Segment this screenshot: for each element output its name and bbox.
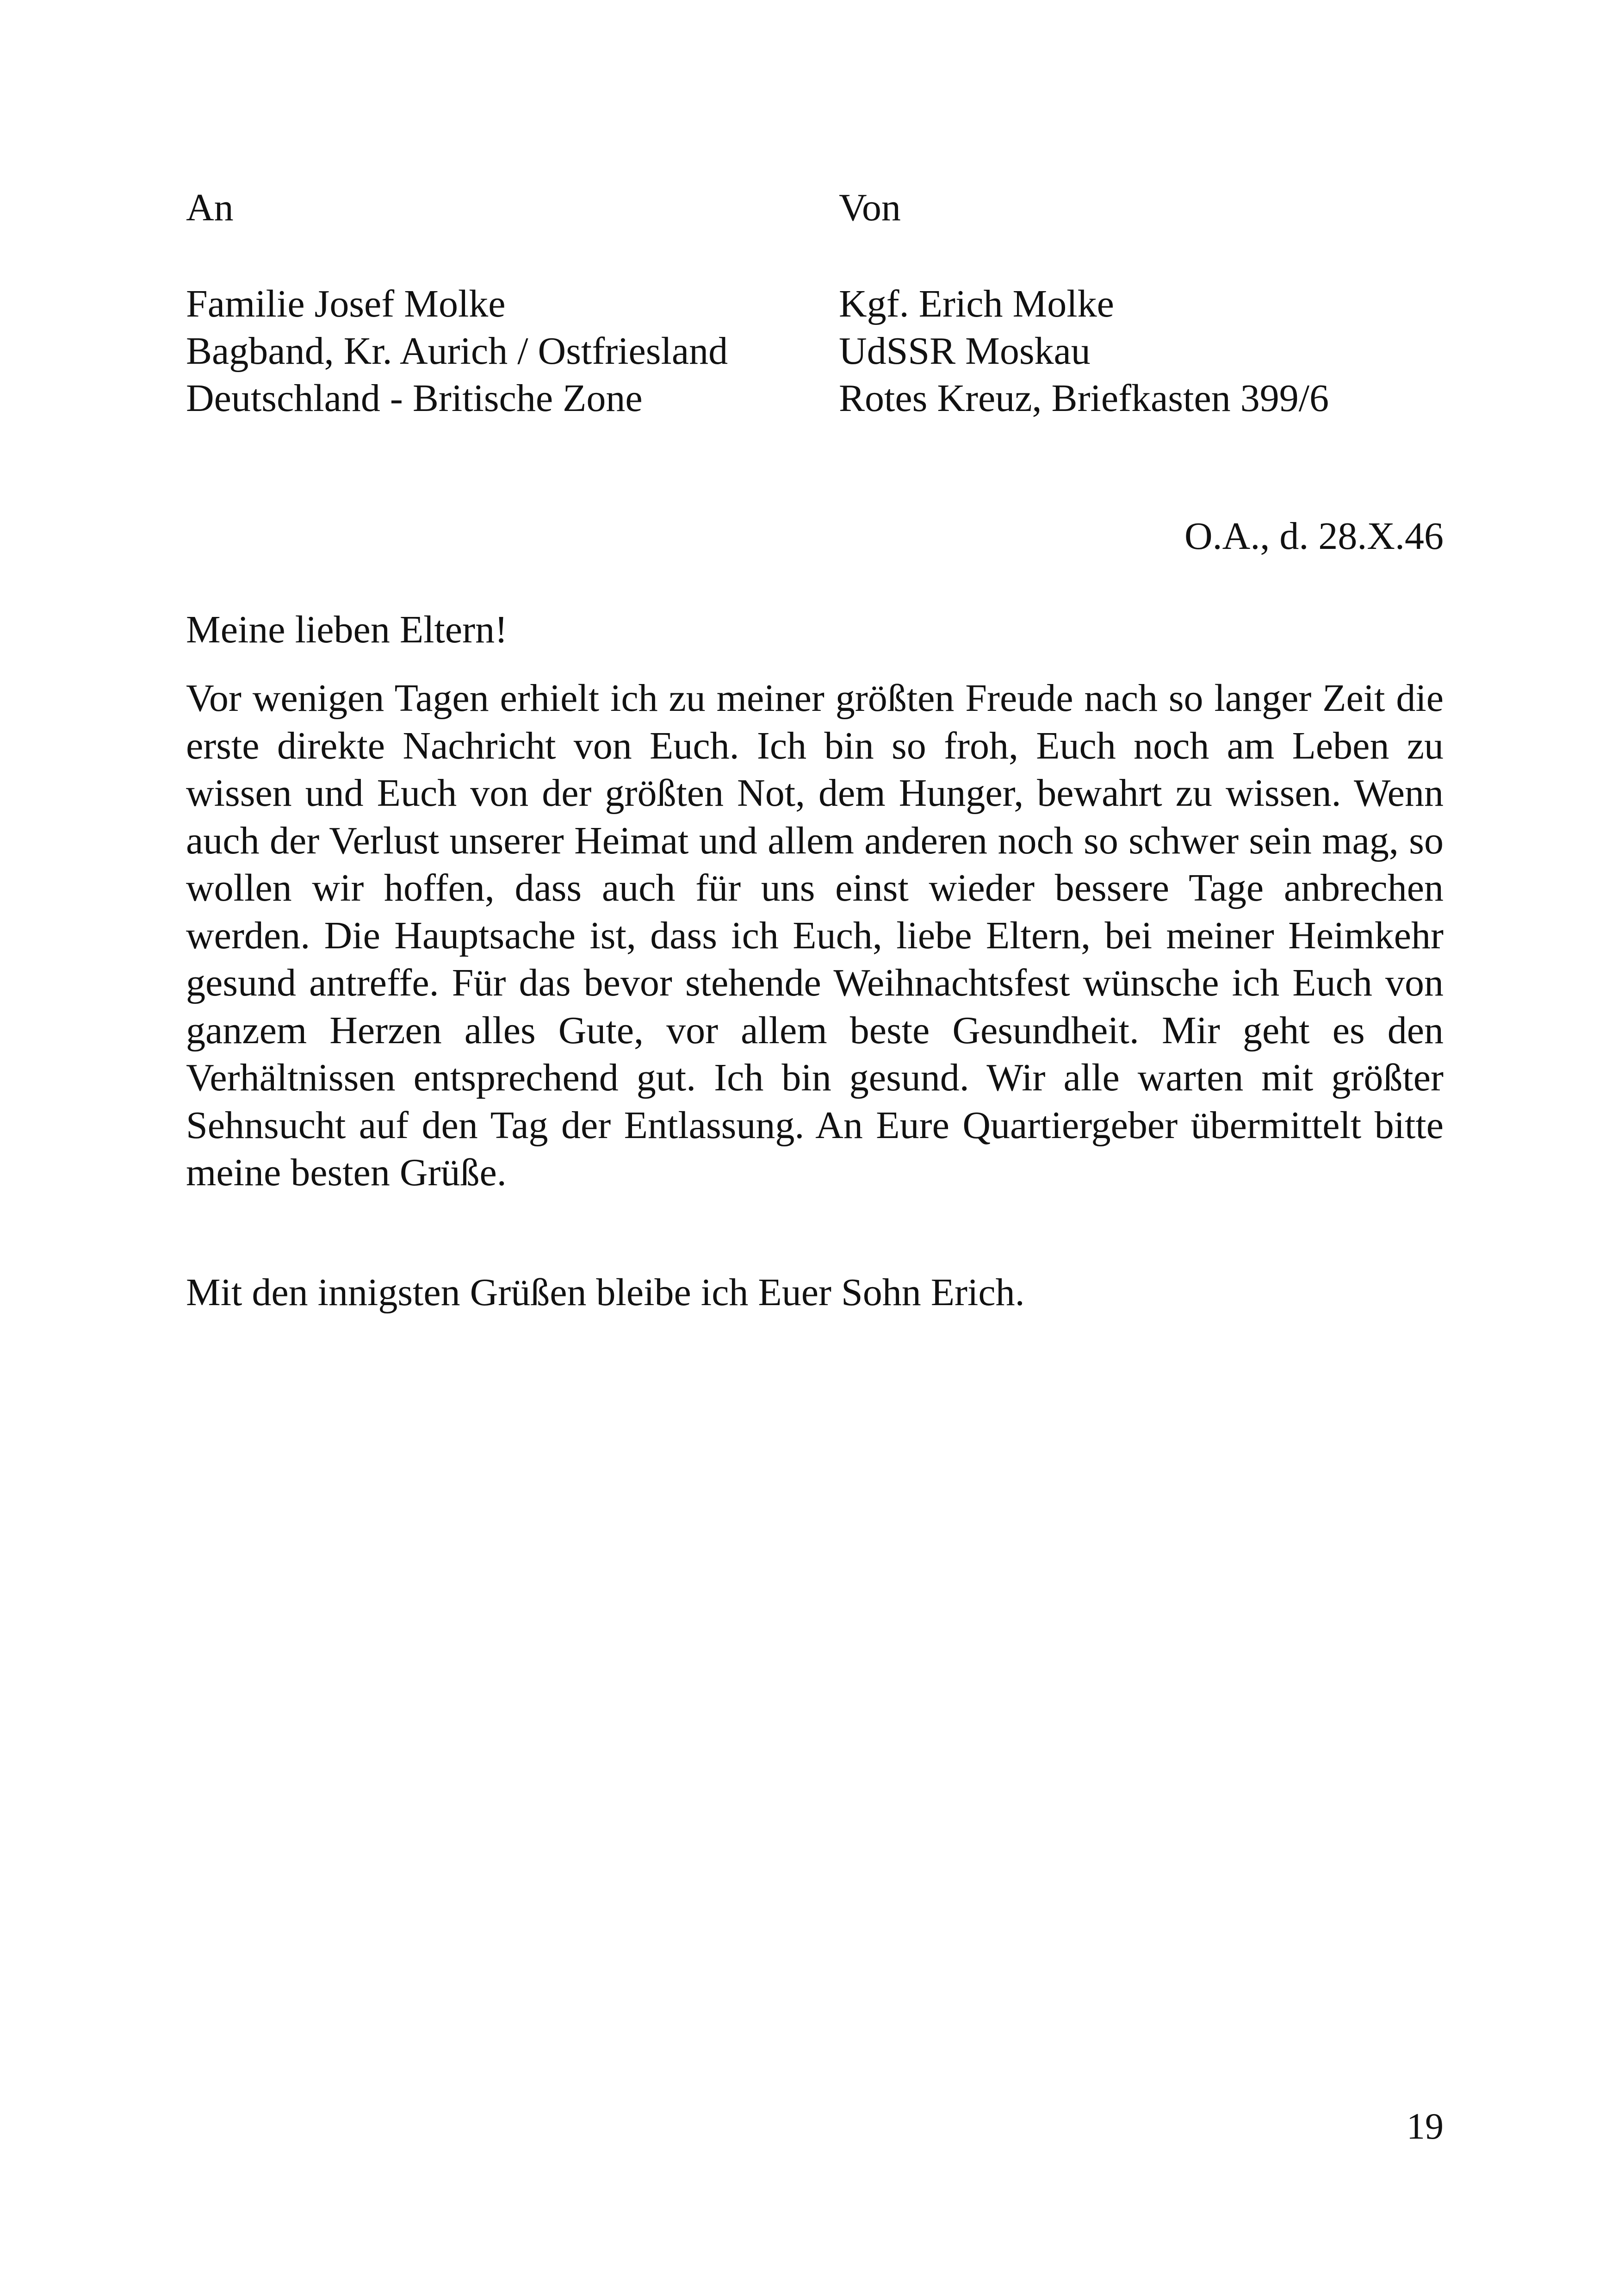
recipient-address-line: Deutschland - Britische Zone [186,377,643,420]
recipient-address-line: Bagband, Kr. Aurich / Ostfriesland [186,330,728,373]
salutation: Meine lieben Eltern! [186,608,508,651]
place-date: O.A., d. 28.X.46 [1184,515,1444,558]
recipient-label: An [186,186,234,229]
sender-address-line: Kgf. Erich Molke [839,282,1114,325]
recipient-address [186,280,728,422]
letter-body: Vor wenigen Tagen erhielt ich zu meiner größten Freude nach so langer Zeit die erste direkte Nachricht von Euch. Ich bin so froh, Euch noch am Leben zu wissen und Euch von der größten Not, dem Hunger, bewahrt zu wissen. Wenn auch der Verlust unserer Heimat und allem anderen noch so schwer sein mag, so wollen wir hoffen, dass auch für uns einst wieder bessere Tage anbrechen werden. Die Hauptsache ist, dass ich Euch, liebe Eltern, bei meiner Heimkehr gesund antreffe. Für das bevor stehende Weihnachtsfest wünsche ich Euch von ganzem Herzen alles Gute, vor allem beste Gesundheit. Mir geht es den Verhältnissen entsprechend gut. Ich bin gesund. Wir alle warten mit größter Sehnsucht auf den Tag der Entlassung. An Eure Quartiergeber übermittelt bitte meine besten Grüße. [186,677,1444,1194]
sender-address-line: UdSSR Moskau [839,330,1091,373]
sender-label: Von [839,186,901,229]
recipient-address-line: Familie Josef Molke [186,282,506,325]
page-number: 19 [1407,2106,1444,2147]
closing-line: Mit den innigsten Grüßen bleibe ich Euer Sohn Erich. [186,1271,1025,1314]
sender-address-line: Rotes Kreuz, Briefkasten 399/6 [839,377,1329,420]
sender-address [839,280,1329,422]
